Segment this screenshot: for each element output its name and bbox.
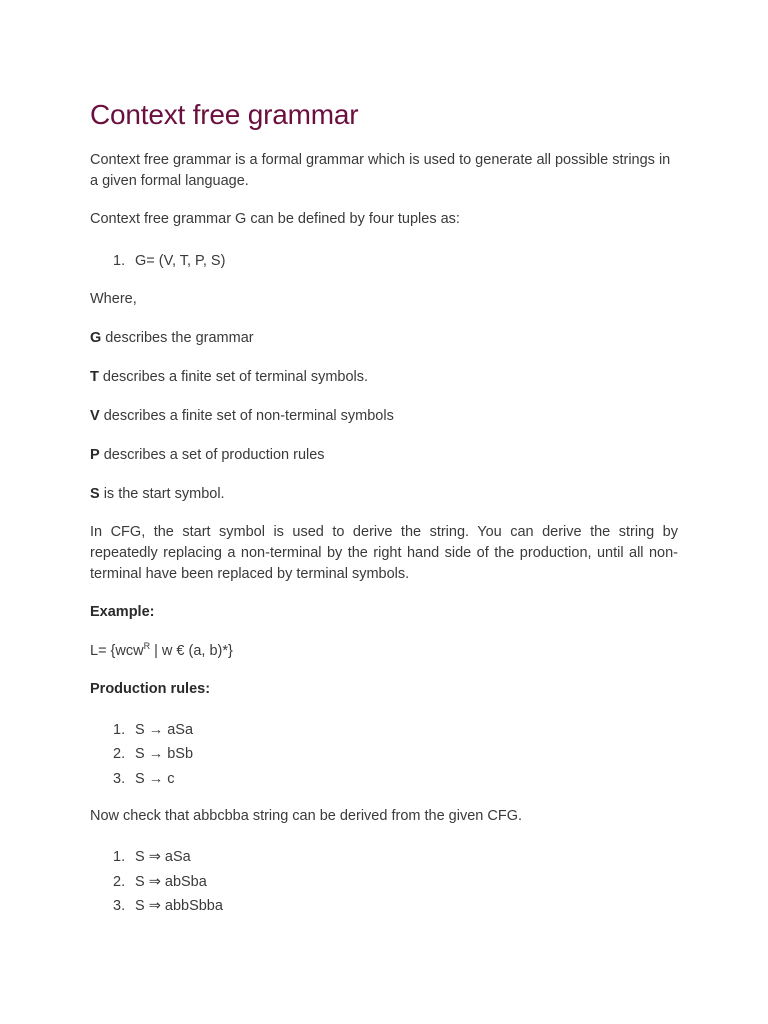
production-label: Production rules: <box>90 680 211 697</box>
term-description: describes the grammar <box>101 329 254 346</box>
list-text: S → aSa <box>135 721 194 738</box>
check-paragraph: Now check that abbcbba string can be derived from the given CFG. <box>90 808 522 824</box>
term-label: G <box>90 329 102 346</box>
production-heading <box>90 679 678 700</box>
term-description: is the start symbol. <box>99 485 225 502</box>
list-item <box>90 249 678 274</box>
list-number: 1. <box>113 721 126 738</box>
list-number: 2. <box>113 873 126 890</box>
term-nonterminals <box>90 406 678 427</box>
list-item <box>90 870 678 895</box>
language-prefix: L= {wcw <box>90 642 144 659</box>
list-number: 3. <box>113 770 126 787</box>
page-title: Context free grammar <box>90 99 359 130</box>
term-description: describes a finite set of non-terminal symbols <box>99 407 394 424</box>
list-number: 3. <box>113 898 126 914</box>
definition-intro: Context free grammar G can be defined by four tuples as: <box>90 211 460 227</box>
list-item <box>90 845 678 870</box>
list-item <box>90 718 678 743</box>
list-number: 1. <box>113 849 126 865</box>
language-definition <box>90 641 678 662</box>
list-item <box>90 894 678 919</box>
term-label: S <box>90 485 100 502</box>
term-start-symbol <box>90 484 678 505</box>
example-label: Example: <box>90 603 155 620</box>
list-text: S ⇒ aSa <box>135 849 191 865</box>
intro-paragraph: Context free grammar is a formal grammar which is used to generate all possible strings in a given formal language. <box>90 152 671 189</box>
list-item <box>90 767 678 792</box>
cfg-explanation: In CFG, the start symbol is used to derive the string. You can derive the string by repeatedly replacing a non-terminal by the right hand side of the production, until all non-terminal have been replaced by terminal symbols. <box>90 523 678 582</box>
list-number: 1. <box>113 253 126 269</box>
term-description: describes a set of production rules <box>99 446 325 463</box>
term-label: V <box>90 407 100 424</box>
where-label: Where, <box>90 290 137 307</box>
document-content <box>90 98 678 919</box>
term-terminals <box>90 367 678 388</box>
list-text: S ⇒ abbSbba <box>135 898 223 914</box>
term-label: P <box>90 446 100 463</box>
language-superscript: R <box>143 640 151 651</box>
language-suffix: | w € (a, b)*} <box>150 642 233 659</box>
list-text: S → bSb <box>135 746 194 762</box>
term-grammar <box>90 328 678 349</box>
example-heading <box>90 602 678 623</box>
term-productions <box>90 445 678 466</box>
list-number: 2. <box>113 746 126 762</box>
list-text: G= (V, T, P, S) <box>135 253 226 269</box>
derivation-list <box>90 845 678 919</box>
list-item <box>90 742 678 767</box>
list-text: S → c <box>135 770 175 787</box>
term-description: describes a finite set of terminal symbols. <box>98 368 369 385</box>
tuple-list <box>90 249 678 274</box>
term-label: T <box>90 368 99 385</box>
production-rules-list <box>90 718 678 792</box>
list-text: S ⇒ abSba <box>135 873 207 890</box>
